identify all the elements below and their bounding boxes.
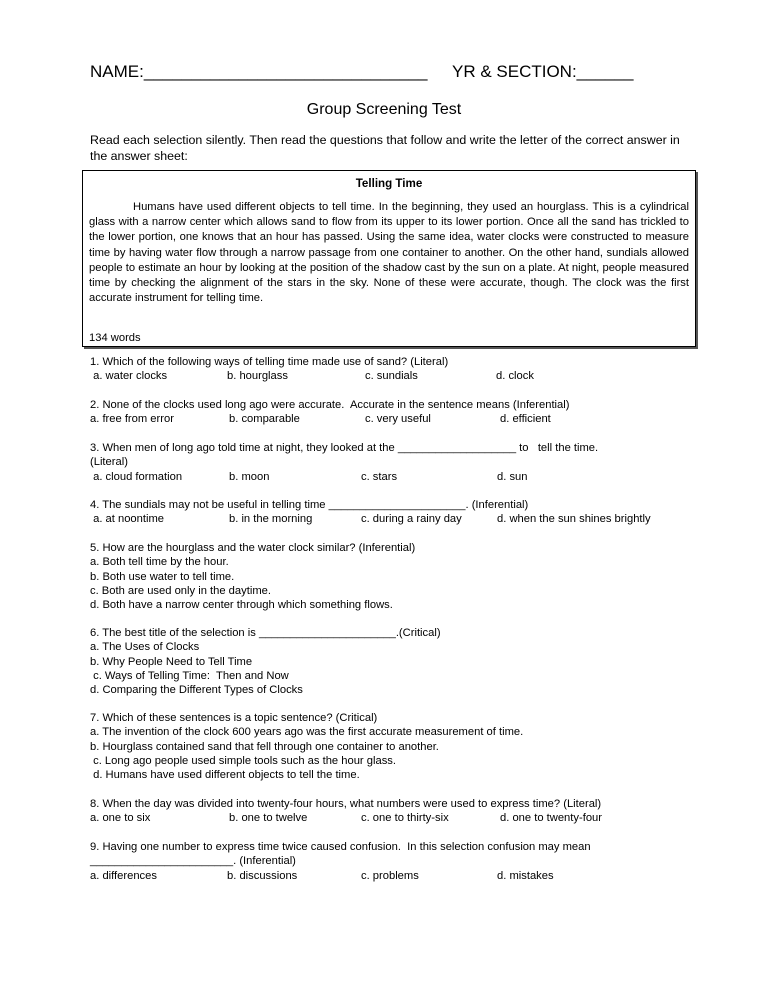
question-4 — [90, 498, 690, 527]
option-d: d. clock — [496, 370, 534, 383]
question-stem: 3. When men of long ago told time at night, they looked at the ___________________ to tell the time. — [90, 442, 599, 454]
student-header — [90, 62, 690, 86]
section-field-label: YR & SECTION:______ — [452, 62, 634, 81]
question-9 — [90, 840, 690, 883]
option-d: d. mistakes — [497, 869, 554, 882]
option-b: b. Hourglass contained sand that fell through one container to another. — [90, 740, 439, 753]
passage-text: Humans have used different objects to tell time. In the beginning, they used an hourglass. This is a cylindrical glass with a narrow center which allows sand to flow from its upper to its lower portion. Once all the sand has trickled to the lower portion, one knows that an hour has passed. Using the same idea, water clocks were constructed to measure time by having water flow through a narrow passage from one container to another. On the other hand, sundials allowed people to estimate an hour by looking at the position of the shadow cast by the sun on a plate. At night, people measured time by checking the alignment of the stars in the sky. None of these were accurate, though. The clock was the first accurate instrument for telling time. — [89, 201, 689, 305]
option-b: b. discussions — [227, 869, 298, 882]
option-c: c. problems — [361, 869, 419, 882]
option-c: c. very useful — [365, 413, 431, 426]
option-a: a. cloud formation — [90, 470, 183, 483]
option-c: c. Long ago people used simple tools such as the hour glass. — [90, 754, 396, 767]
word-count: 134 words — [89, 332, 141, 344]
question-stem: 9. Having one number to express time twice caused confusion. In this selection confusion may mean — [90, 841, 591, 853]
option-a: a. Both tell time by the hour. — [90, 556, 229, 569]
question-stem-continued: (Literal) — [90, 456, 128, 469]
question-2 — [90, 398, 690, 427]
passage-title: Telling Time — [355, 177, 423, 190]
option-a: a. The invention of the clock 600 years ago was the first accurate measurement of time. — [90, 726, 524, 739]
page-title: Group Screening Test — [306, 101, 462, 118]
option-b: b. Why People Need to Tell Time — [90, 655, 253, 668]
question-1 — [90, 355, 690, 384]
option-d: d. one to twenty-four — [500, 812, 602, 825]
option-a: a. The Uses of Clocks — [90, 641, 200, 654]
question-stem: 8. When the day was divided into twenty-four hours, what numbers were used to express time? (Literal) — [90, 798, 602, 810]
option-d: d. sun — [497, 470, 528, 483]
question-stem: 2. None of the clocks used long ago were accurate. Accurate in the sentence means (Inferential) — [90, 399, 570, 411]
option-c: c. Ways of Telling Time: Then and Now — [90, 669, 289, 682]
question-5 — [90, 541, 690, 612]
option-a: a. water clocks — [90, 370, 168, 383]
question-stem-continued: _______________________. (Inferential) — [90, 855, 296, 868]
passage-box — [82, 170, 696, 347]
option-d: d. when the sun shines brightly — [497, 513, 651, 526]
option-b: b. comparable — [229, 413, 300, 426]
option-c: c. Both are used only in the daytime. — [90, 584, 271, 597]
option-b: b. Both use water to tell time. — [90, 570, 235, 583]
option-a: a. differences — [90, 869, 157, 882]
option-a: a. at noontime — [90, 513, 165, 526]
option-b: b. moon — [229, 470, 270, 483]
option-c: c. sundials — [365, 370, 418, 383]
question-stem: 7. Which of these sentences is a topic sentence? (Critical) — [90, 712, 378, 724]
question-stem: 1. Which of the following ways of telling time made use of sand? (Literal) — [90, 356, 449, 368]
question-stem: 6. The best title of the selection is ______________________.(Critical) — [90, 627, 441, 639]
option-d: d. Comparing the Different Types of Clocks — [90, 684, 303, 697]
question-stem: 4. The sundials may not be useful in telling time ______________________. (Inferential) — [90, 499, 529, 511]
option-a: a. free from error — [90, 413, 174, 426]
option-a: a. one to six — [90, 812, 151, 825]
option-d: d. efficient — [500, 413, 551, 426]
name-field-label: NAME:______________________________ — [90, 62, 428, 81]
question-7 — [90, 711, 690, 782]
instructions: Read each selection silently. Then read the questions that follow and write the letter of the correct answer in the answer sheet: — [90, 133, 680, 163]
question-3 — [90, 441, 690, 484]
option-d: d. Humans have used different objects to tell the time. — [90, 769, 360, 782]
option-d: d. Both have a narrow center through which something flows. — [90, 599, 393, 612]
option-c: c. one to thirty-six — [361, 812, 449, 825]
option-b: b. hourglass — [227, 370, 288, 383]
option-c: c. stars — [361, 470, 398, 483]
question-8 — [90, 797, 690, 826]
option-c: c. during a rainy day — [361, 513, 462, 526]
option-b: b. in the morning — [229, 513, 313, 526]
question-6 — [90, 626, 690, 697]
question-stem: 5. How are the hourglass and the water clock similar? (Inferential) — [90, 542, 416, 554]
option-b: b. one to twelve — [229, 812, 308, 825]
